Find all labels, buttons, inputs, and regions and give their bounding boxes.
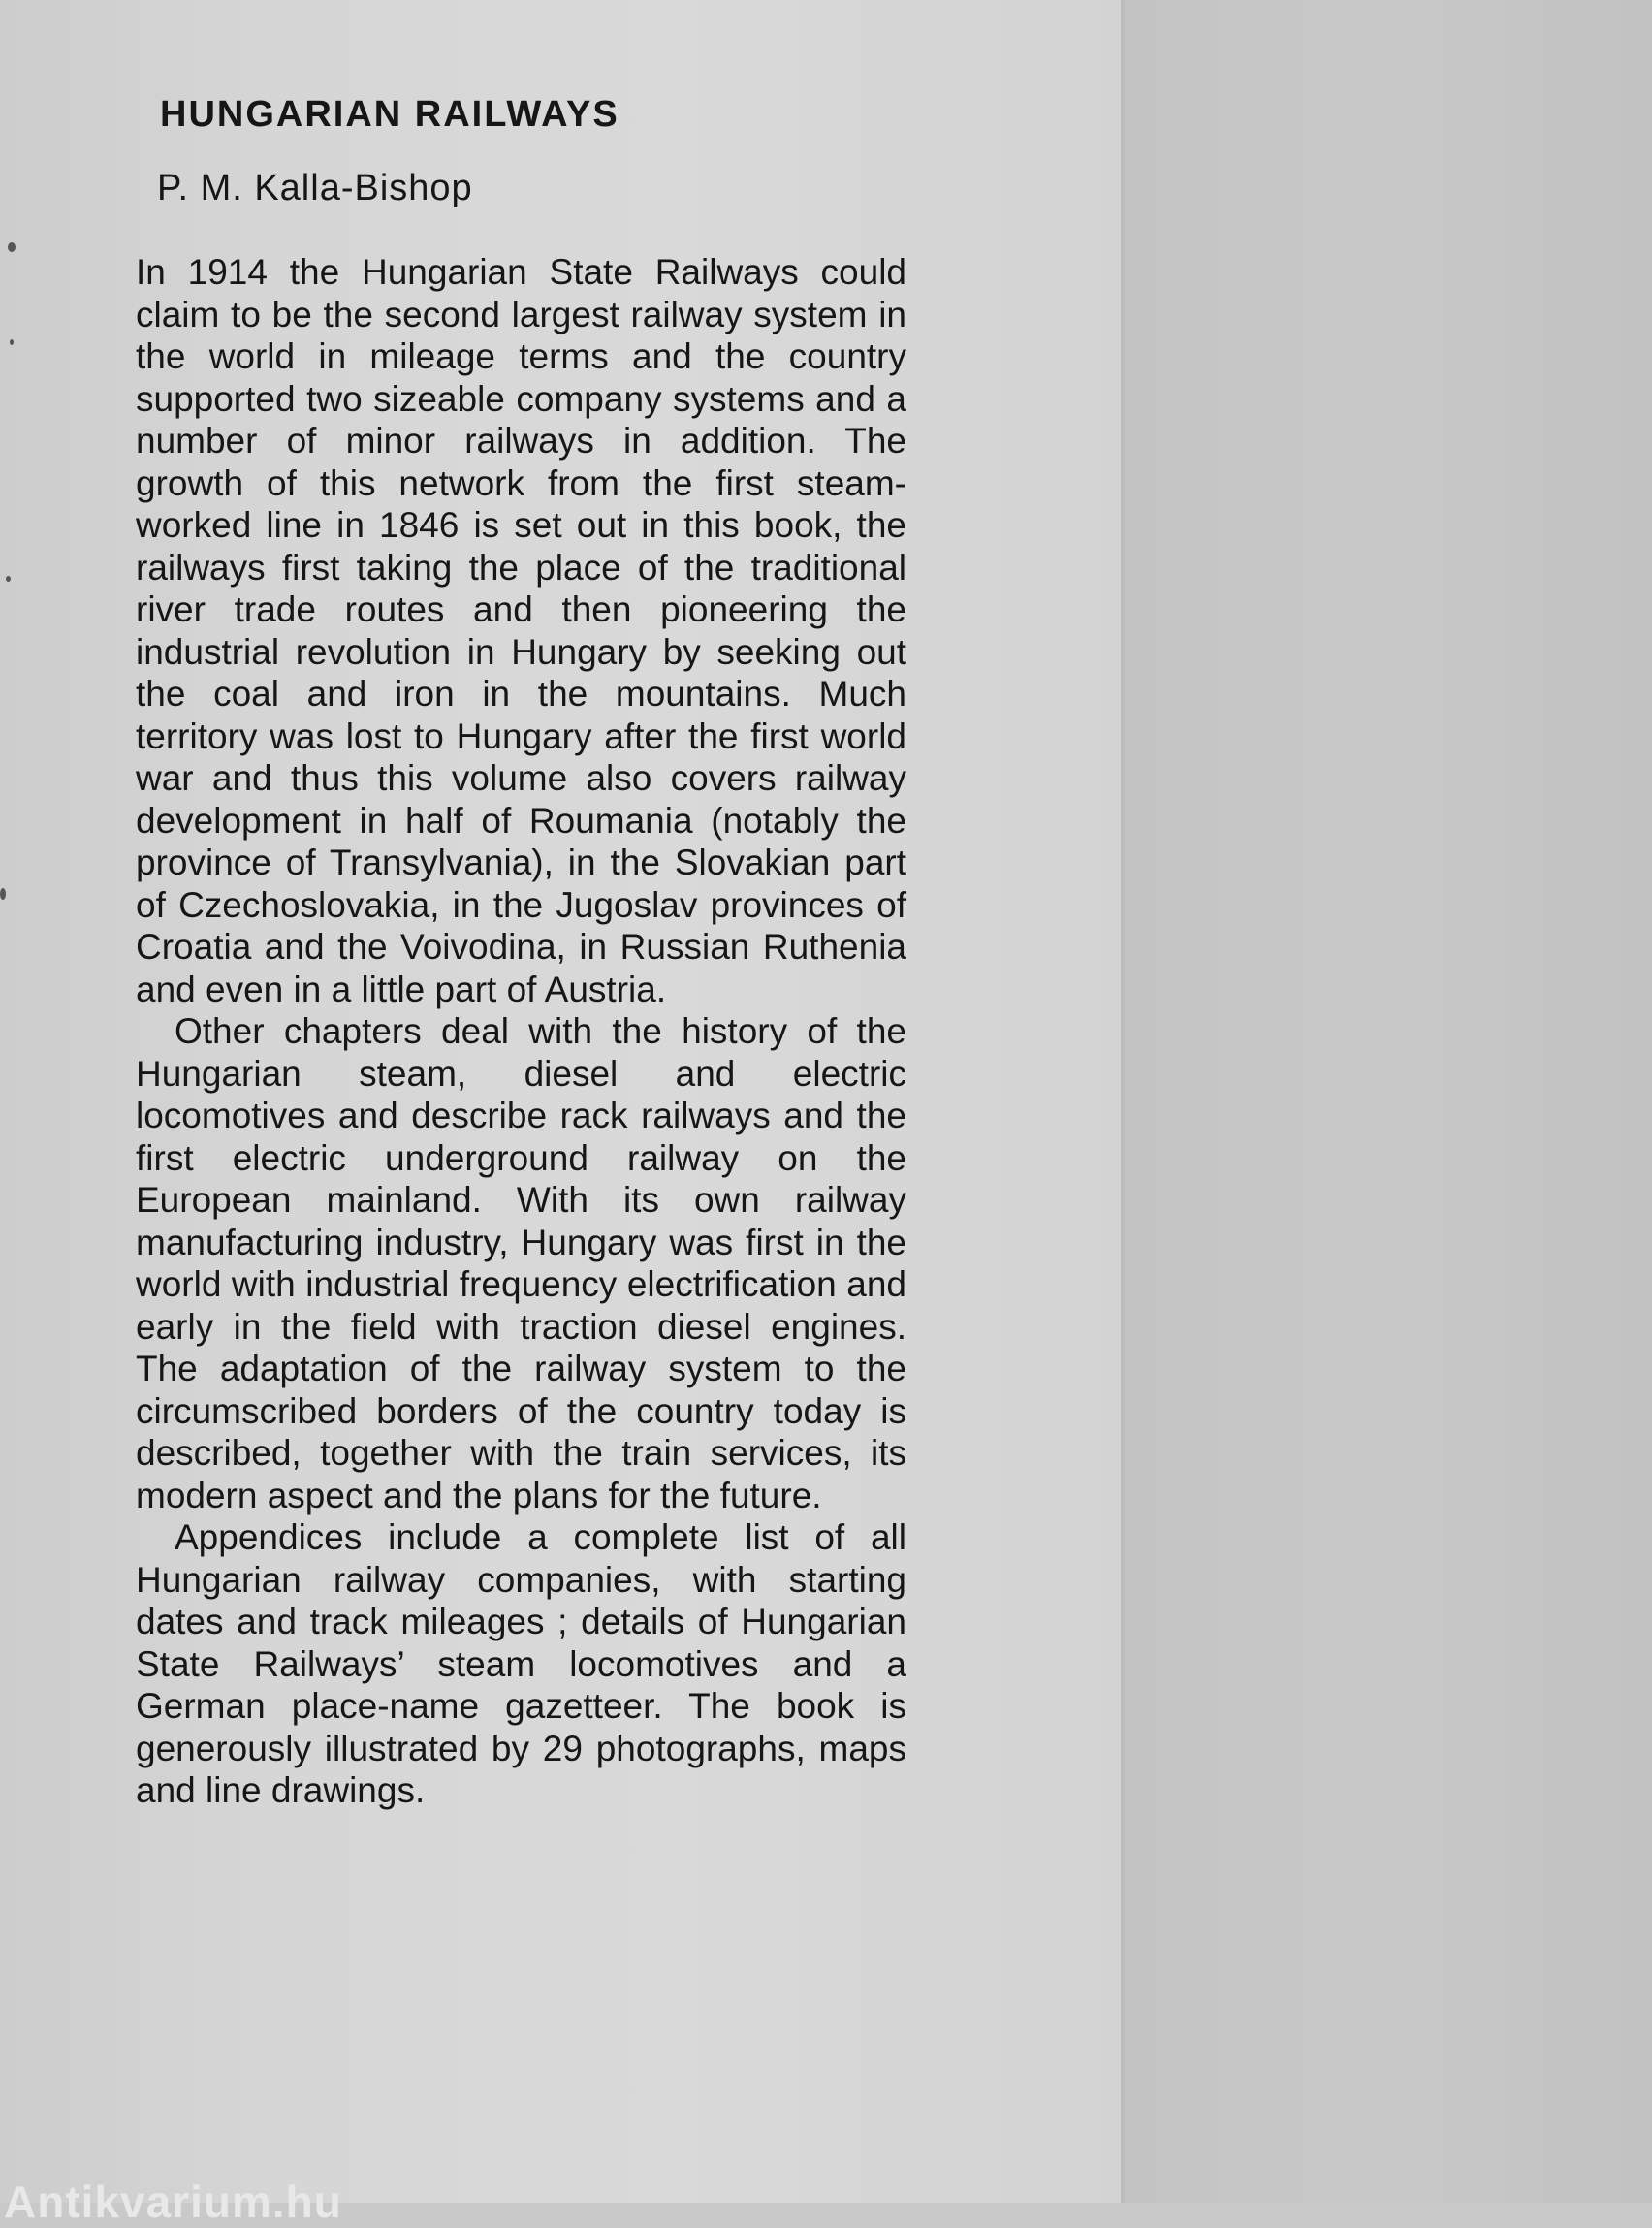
speck (10, 339, 14, 345)
flap-text-column (136, 93, 906, 1812)
book-author: P. M. Kalla-Bishop (157, 167, 473, 208)
blurb-paragraph: In 1914 the Hungarian State Railways could claim to be the second largest railway system in the world in mileage terms and the country supported two sizeable company systems and a number of minor railways in addition. The growth of this network from the first steam-worked line in 1846 is set out in this book, the railways first taking the place of the traditional river trade routes and then pioneering the industrial revolution in Hungary by seeking out the coal and iron in the mountains. Much territory was lost to Hungary after the first world war and thus this volume also covers railway development in half of Roumania (notably the province of Transylvania), in the Slovakian part of Czechoslovakia, in the Jugoslav provinces of Croatia and the Voivodina, in Russian Ruthenia and even in a little part of Austria. (136, 252, 906, 1009)
blurb-paragraph: Appendices include a complete list of all Hungarian railway companies, with starting dates and track mileages ; details of Hungarian State Railways’ steam locomotives and a German place-name gazetteer. The book is generously illustrated by 29 photographs, maps and line drawings. (136, 1517, 906, 1811)
watermark: Antikvarium.hu (4, 2177, 342, 2227)
book-cover-panel (1125, 0, 1652, 2203)
speck (6, 576, 11, 582)
blurb (136, 251, 906, 1812)
book-title: HUNGARIAN RAILWAYS (160, 94, 620, 135)
speck (0, 888, 6, 900)
blurb-paragraph: Other chapters deal with the history of the Hungarian steam, diesel and electric locomotives and describe rack railways and the first electric underground railway on the European mainland. With its own railway manufacturing industry, Hungary was first in the world with industrial frequency electrification and early in the field with traction diesel engines. The adaptation of the railway system to the circumscribed borders of the country today is described, together with the train services, its modern aspect and the plans for the future. (136, 1011, 906, 1515)
speck (8, 242, 16, 252)
